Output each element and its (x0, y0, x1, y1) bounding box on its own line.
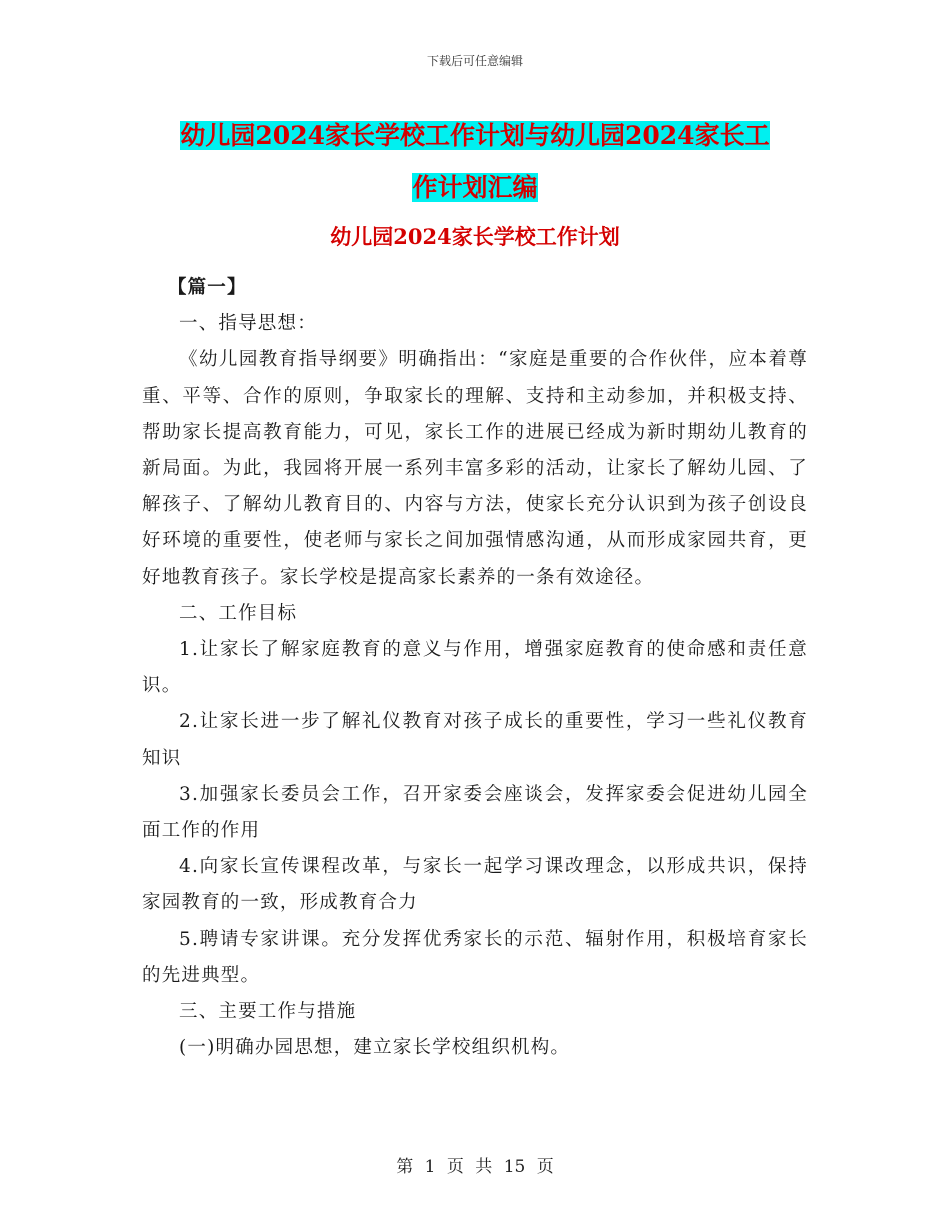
goal-item-4: 4.向家长宣传课程改革，与家长一起学习课改理念，以形成共识，保持家园教育的一致，形成教育合力 (142, 856, 808, 914)
document-body (142, 270, 808, 1066)
title-line-1: 幼儿园2024家长学校工作计划与幼儿园2024家长工 (180, 121, 770, 150)
goal-item-1: 1.让家长了解家庭教育的意义与作用，增强家庭教育的使命感和责任意识。 (142, 639, 808, 697)
measure-item-1: (一)明确办园思想，建立家长学校组织机构。 (179, 1037, 571, 1059)
title-line-2: 作计划汇编 (412, 173, 538, 202)
goal-item-3: 3.加强家长委员会工作，召开家委会座谈会，发挥家委会促进幼儿园全面工作的作用 (142, 783, 808, 842)
part-label: 【篇一】 (167, 277, 247, 298)
heading-work-goals: 二、工作目标 (179, 602, 298, 624)
page-number: 第 1 页 共 15 页 (396, 1157, 554, 1177)
goal-item-2: 2.让家长进一步了解礼仪教育对孩子成长的重要性，学习一些礼仪教育知识 (142, 711, 808, 769)
heading-main-work: 三、主要工作与措施 (179, 1001, 357, 1023)
header-note: 下载后可任意编辑 (426, 54, 523, 68)
paragraph-guideline: 《幼儿园教育指导纲要》明确指出：“家庭是重要的合作伙伴，应本着尊重、平等、合作的原则，争取家长的理解、支持和主动参加，并积极支持、帮助家长提高教育能力，可见，家长工作的进展已经成为新时期幼儿教育的新局面。为此，我园将开展一系列丰富多彩的活动，让家长了解幼儿园、了解孩子、了解幼儿教育目的、内容与方法，使家长充分认识到为孩子创设良好环境的重要性，使老师与家长之间加强情感沟通，从而形成家园共育，更好地教育孩子。家长学校是提高家长素养的一条有效途径。 (142, 349, 808, 588)
heading-guiding-ideology: 一、指导思想： (179, 313, 317, 335)
section-title: 幼儿园2024家长学校工作计划 (330, 224, 620, 249)
goal-item-5: 5.聘请专家讲课。充分发挥优秀家长的示范、辐射作用，积极培育家长的先进典型。 (142, 928, 808, 986)
document-title (140, 110, 810, 214)
